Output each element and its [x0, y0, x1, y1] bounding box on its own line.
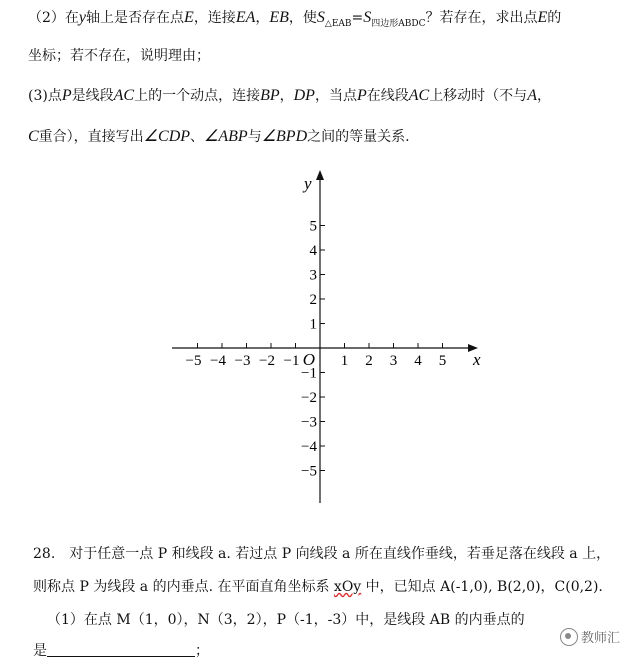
question-28-line-2: 则称点 P 为线段 a 的内垂点. 在平面直角坐标系 xOy 中，已知点 A(-1,0), B(2,0)，C(0,2).: [33, 579, 603, 595]
x-tick-label: −3: [234, 353, 251, 369]
y-tick-label: 4: [309, 243, 317, 259]
x-tick-label: −5: [185, 353, 202, 369]
y-tick-label: −2: [301, 390, 317, 406]
y-tick-label: −3: [301, 414, 317, 431]
watermark: [560, 627, 620, 646]
question-2-line-2: 坐标；若不存在，说明理由；: [28, 48, 210, 64]
y-axis-label: y: [304, 174, 312, 193]
x-tick-label: 1: [340, 353, 349, 369]
answer-blank: [47, 642, 195, 657]
y-tick-label: −5: [301, 463, 317, 480]
y-tick-label: 3: [309, 267, 317, 284]
x-tick-label: 3: [389, 353, 398, 369]
x-tick-label: −2: [259, 353, 275, 369]
origin-label: O: [302, 350, 315, 369]
question-28-line-4: 是 ；: [33, 643, 209, 659]
y-axis-arrow: [316, 170, 324, 180]
question-3-line-1: (3)点P是线段AC上的一个动点，连接BP，DP，当点P在线段AC上移动时（不与A，: [28, 87, 551, 104]
question-28-line-3: （1）在点 M（1，0），N（3，2），P（-1，-3）中，是线段 AB 的内垂点的: [47, 612, 525, 628]
y-tick-label: −1: [301, 365, 317, 382]
y-tick-label: 1: [309, 316, 317, 333]
question-3-line-2: C重合），直接写出∠CDP、∠ABP与∠BPD之间的等量关系.: [28, 128, 410, 145]
x-tick-label: 4: [414, 353, 422, 369]
x-tick-label: −4: [210, 353, 226, 369]
watermark-text: 教师汇: [581, 631, 621, 646]
coordinate-axes: [170, 168, 490, 508]
question-28-line-1: 28. 对于任意一点 P 和线段 a. 若过点 P 向线段 a 所在直线作垂线，若垂足落在线段 a 上，: [33, 546, 611, 562]
wechat-icon: [560, 628, 578, 646]
y-tick-label: −4: [301, 439, 317, 455]
x-tick-label: 5: [438, 353, 447, 369]
y-tick-label: 2: [309, 292, 317, 308]
x-tick-label: −1: [283, 353, 300, 369]
question-2-line-1: （2）在y轴上是否存在点E，连接EA，EB，使$S_{\triangle EAB}=S_{四边形ABDC}$？若存在，求出点E的: [28, 9, 562, 29]
x-axis-label: x: [473, 350, 481, 369]
x-tick-label: 2: [365, 353, 373, 369]
y-tick-label: 5: [309, 218, 317, 235]
